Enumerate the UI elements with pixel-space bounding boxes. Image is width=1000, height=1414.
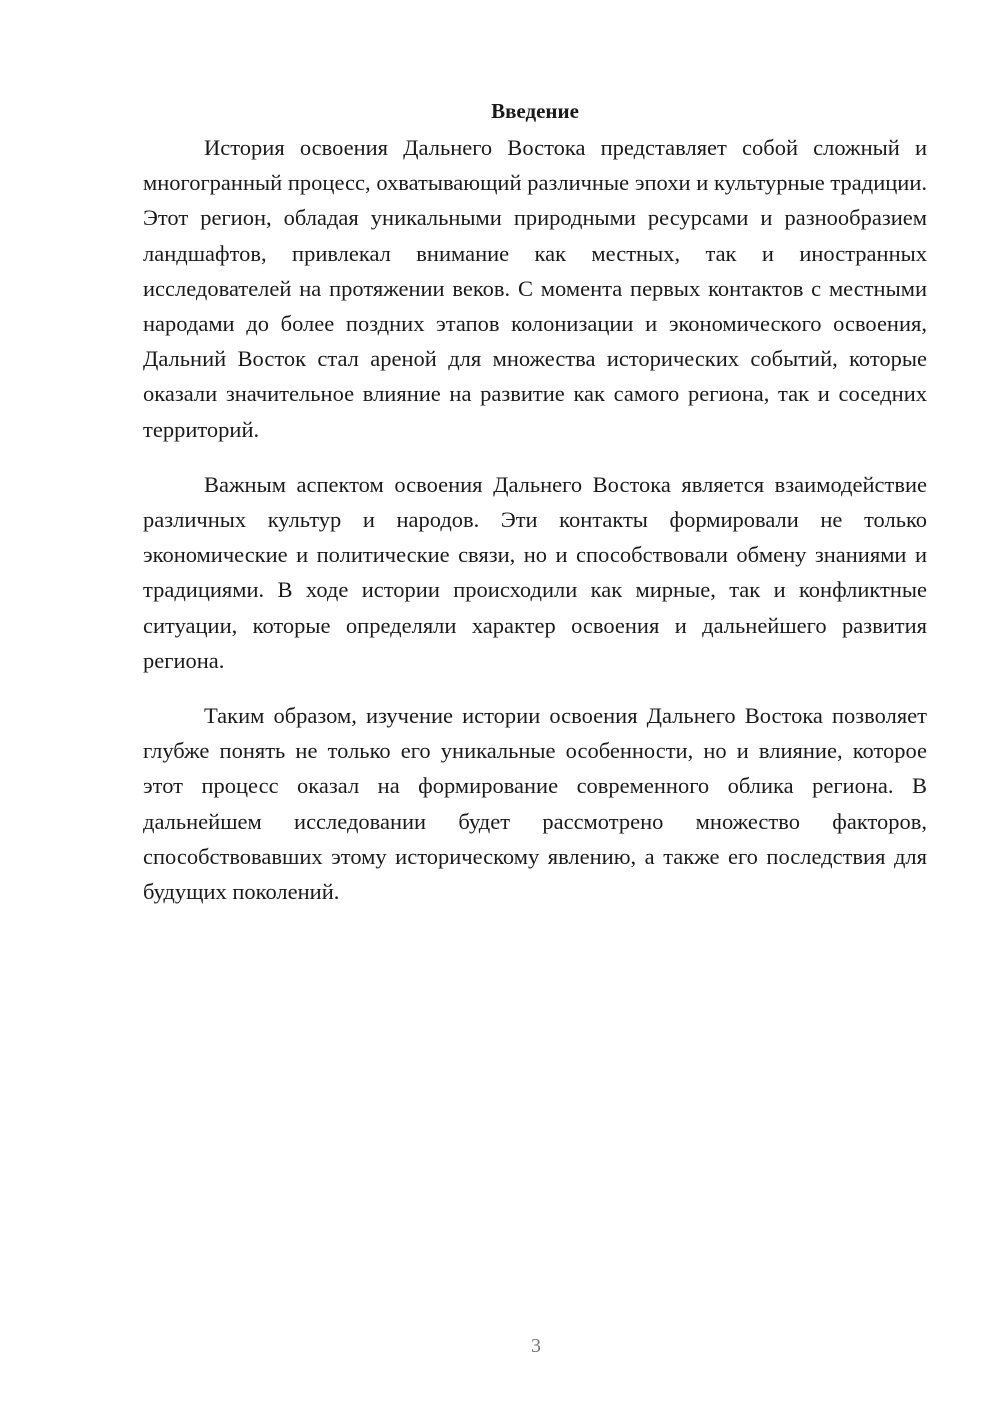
paragraph-2: Важным аспектом освоения Дальнего Востока является взаимодействие различных культур и народов. Эти контакты формировали не только экономические и политические связи, но и способствовали обмену знаниями и традициями. В ходе истории происходили как мирные, так и конфликтные ситуации, которые определяли характер освоения и дальнейшего развития региона.: [143, 471, 927, 673]
section-heading: Введение: [491, 99, 579, 123]
page-number: 3: [531, 1335, 541, 1357]
paragraph-1: История освоения Дальнего Востока представляет собой сложный и многогранный процесс, охватывающий различные эпохи и культурные традиции. Этот регион, обладая уникальными природными ресурсами и разнообразием ландшафтов, привлекал внимание как местных, так и иностранных исследователей на протяжении веков. С момента первых контактов с местными народами до более поздних этапов колонизации и экономического освоения, Дальний Восток стал ареной для множества исторических событий, которые оказали значительное влияние на развитие как самого региона, так и соседних территорий.: [143, 135, 927, 442]
paragraph-3: Таким образом, изучение истории освоения Дальнего Востока позволяет глубже понять не только его уникальные особенности, но и влияние, которое этот процесс оказал на формирование современного облика региона. В дальнейшем исследовании будет рассмотрено множество факторов, способствовавших этому историческому явлению, а также его последствия для будущих поколений.: [143, 703, 927, 905]
document-body: [143, 96, 927, 929]
